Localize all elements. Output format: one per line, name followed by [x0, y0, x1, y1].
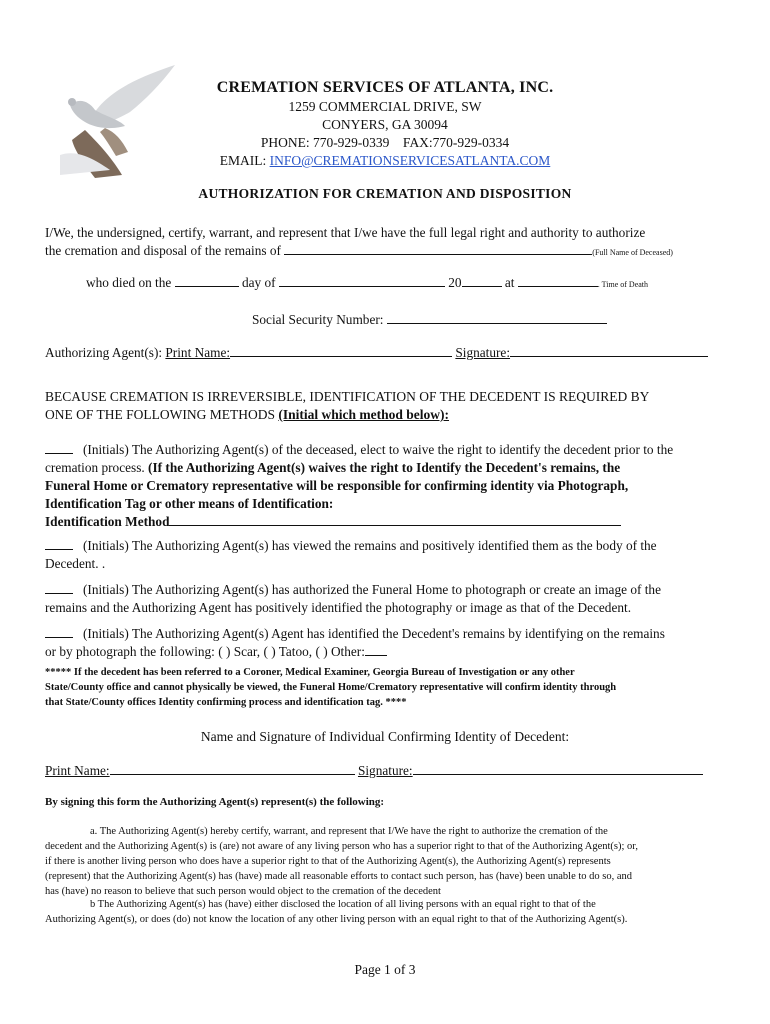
address-line-1: 1259 COMMERCIAL DRIVE, SW: [288, 99, 482, 114]
death-date-line: [86, 274, 746, 294]
initials-field-3[interactable]: [45, 585, 73, 594]
day-of-label: day of: [241, 275, 276, 290]
confirm-print-name-field[interactable]: [110, 762, 355, 775]
page-number: Page 1 of 3: [354, 962, 416, 977]
agent-signature-label: Signature:: [455, 345, 511, 360]
at-label: at: [504, 275, 515, 290]
identification-method-label: Identification Method: [45, 514, 170, 529]
signing-heading: By signing this form the Authorizing Agent(s) represent(s) the following:: [45, 796, 385, 808]
confirm-print-name-label: Print Name:: [45, 763, 110, 778]
agent-print-name-label: Print Name:: [165, 345, 231, 360]
death-day-field[interactable]: [175, 274, 239, 287]
coroner-note: ***** If the decedent has been referred to a Coroner, Medical Examiner, Georgia Bureau of Investigation or any other State/County office and cannot physically be viewed, the Funeral Home/Crematory representative will confirm identity through that State/County offices Identity confirming process and identification tag. ****: [45, 667, 617, 708]
ssn-field[interactable]: [387, 311, 607, 324]
email-line: [0, 153, 770, 169]
company-name: CREMATION SERVICES OF ATLANTA, INC.: [216, 79, 554, 96]
year-prefix: 20: [448, 275, 462, 290]
option-photograph: (Initials) The Authorizing Agent(s) has authorized the Funeral Home to photograph or create an image of the remains and the Authorizing Agent has positively identified the photography or image as that of the Decedent.: [45, 582, 661, 615]
confirm-line: [45, 762, 745, 780]
intro-line-2: the cremation and disposal of the remains of (Full Name of Deceased): [45, 243, 673, 258]
email-label: EMAIL:: [219, 153, 270, 168]
ssn-label: Social Security Number:: [252, 312, 384, 327]
initials-field-4[interactable]: [45, 629, 73, 638]
identification-method-field[interactable]: [169, 513, 621, 526]
ssn-line: [252, 311, 607, 329]
death-month-field[interactable]: [279, 274, 445, 287]
death-year-field[interactable]: [462, 274, 502, 287]
initials-field-2[interactable]: [45, 541, 73, 550]
death-time-field[interactable]: [518, 274, 598, 287]
intro-line-1: I/We, the undersigned, certify, warrant, and represent that I/we have the full legal right and authority to authorize: [45, 225, 646, 240]
died-on-label: who died on the: [86, 275, 172, 290]
intro-paragraph: [45, 224, 745, 262]
confirm-signature-label: Signature:: [357, 763, 413, 778]
identification-warning: [45, 388, 755, 424]
phone-fax: PHONE: 770-929-0339 FAX:770-929-0334: [260, 135, 510, 150]
agent-line: [45, 344, 745, 362]
other-mark-field[interactable]: [365, 643, 387, 656]
agent-signature-field[interactable]: [510, 344, 708, 357]
agent-label: Authorizing Agent(s):: [45, 345, 163, 360]
warning-line-1: BECAUSE CREMATION IS IRREVERSIBLE, IDENTIFICATION OF THE DECEDENT IS REQUIRED BY: [45, 389, 650, 404]
option-waive-identification: (Initials) The Authorizing Agent(s) of the deceased, elect to waive the right to identify the decedent prior to the cremation process. (If the Authorizing Agent(s) waives the right to Identify the Decedent's remains, the Funeral Home or Crematory representative will be responsible for confirming identity via Photograph, Identification Tag or other means of Identification: Identification Method: [45, 442, 674, 529]
option-viewed-remains: (Initials) The Authorizing Agent(s) has viewed the remains and positively identified them as the body of the Decedent. .: [45, 538, 657, 571]
time-hint: . Time of Death: [597, 280, 649, 289]
confirm-identity-heading: Name and Signature of Individual Confirming Identity of Decedent:: [200, 729, 570, 744]
option-identifying-marks: (Initials) The Authorizing Agent(s) Agent has identified the Decedent's remains by identifying on the remains or by photograph the following: ( ) Scar, ( ) Tatoo, ( ) Other:: [45, 626, 665, 659]
confirm-signature-field[interactable]: [413, 762, 703, 775]
address-line-2: CONYERS, GA 30094: [322, 117, 448, 132]
paragraph-a: a. The Authorizing Agent(s) hereby certify, warrant, and represent that I/We have the right to authorize the cremation of the decedent and the Authorizing Agent(s) is (are) not aware of any living person who has a superior right to that of the Authorizing Agent(s); or, if there is another living person who does have a superior right to that of the Authorizing Agent(s), the Authorizing Agent(s) represents (represent) that the Authorizing Agent(s) has (have) made all reasonable efforts to contact such person, has (have) been unable to do so, and has (have) no reason to believe that such person would object to the cremation of the decedent: [45, 826, 638, 897]
deceased-name-field[interactable]: [284, 242, 592, 255]
email-link[interactable]: INFO@CREMATIONSERVICESATLANTA.COM: [269, 153, 551, 168]
warning-line-2: ONE OF THE FOLLOWING METHODS (Initial which method below):: [45, 407, 450, 422]
paragraph-b: b The Authorizing Agent(s) has (have) either disclosed the location of all living persons with an equal right to that of the Authorizing Agent(s), or does (do) not know the location of any other living person with an equal right to that of the Authorizing Agent(s).: [45, 899, 628, 925]
agent-print-name-field[interactable]: [230, 344, 452, 357]
initials-field-1[interactable]: [45, 441, 73, 454]
deceased-name-hint: (Full Name of Deceased): [592, 248, 673, 257]
form-title: AUTHORIZATION FOR CREMATION AND DISPOSITION: [198, 186, 572, 201]
